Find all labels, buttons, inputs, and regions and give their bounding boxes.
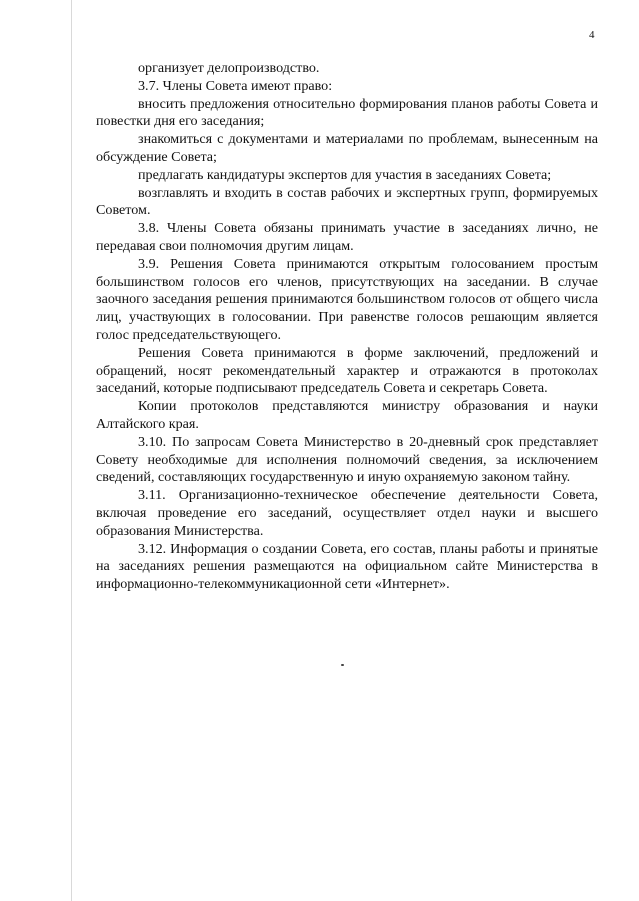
paragraph-3-7-item-groups: возглавлять и входить в состав рабочих и экспертных групп, формируемых Советом. — [96, 184, 598, 219]
paragraph-3-7-item-documents: знакомиться с документами и материалами по проблемам, вынесенным на обсуждение Совета; — [96, 131, 598, 165]
paragraph-3-12: 3.12. Информация о создании Совета, его состав, планы работы и принятые на заседаниях решения размещаются на официальном сайте Министерства в информационно-телекоммуникационной сети «Интернет». — [96, 540, 598, 593]
paragraph-3-10: 3.10. По запросам Совета Министерство в 20-дневный срок представляет Совету необходимые для исполнения полномочий сведения, за исключением сведений, составляющих государственную и иную охраняемую законом тайну. — [96, 433, 598, 486]
scan-edge-line — [71, 0, 72, 901]
paragraph-3-11: 3.11. Организационно-техническое обеспечение деятельности Совета, включая проведение его заседаний, осуществляет отдел науки и высшего образования Министерства. — [96, 487, 598, 539]
paragraph-3-7-item-experts: предлагать кандидатуры экспертов для участия в заседаниях Совета; — [138, 166, 552, 183]
paragraph-3-7-heading: 3.7. Члены Совета имеют право: — [138, 77, 333, 94]
paragraph-3-7-item-proposals: вносить предложения относительно формирования планов работы Совета и повестки дня его заседания; — [96, 95, 598, 130]
paragraph-decisions-form: Решения Совета принимаются в форме заключений, предложений и обращений, носят рекомендательный характер и отражаются в протоколах заседаний, которые подписывают председатель Совета и секретарь Совета. — [96, 344, 598, 397]
paragraph-3-8: 3.8. Члены Совета обязаны принимать участие в заседаниях лично, не передавая свои полномочия другим лицам. — [96, 220, 598, 254]
paragraph-record-keeping: организует делопроизводство. — [138, 60, 320, 76]
document-body — [96, 60, 598, 594]
scan-speck — [341, 664, 344, 666]
page-number: 4 — [589, 29, 595, 41]
paragraph-3-9: 3.9. Решения Совета принимаются открытым голосованием простым большинством голосов его членов, присутствующих на заседании. В случае заочного заседания решения принимаются большинством голосов от общего числа лиц, участвующих в голосовании. При равенстве голосов решающим является голос председательствующего. — [96, 255, 598, 343]
paragraph-protocol-copies: Копии протоколов представляются министру образования и науки Алтайского края. — [96, 398, 598, 432]
